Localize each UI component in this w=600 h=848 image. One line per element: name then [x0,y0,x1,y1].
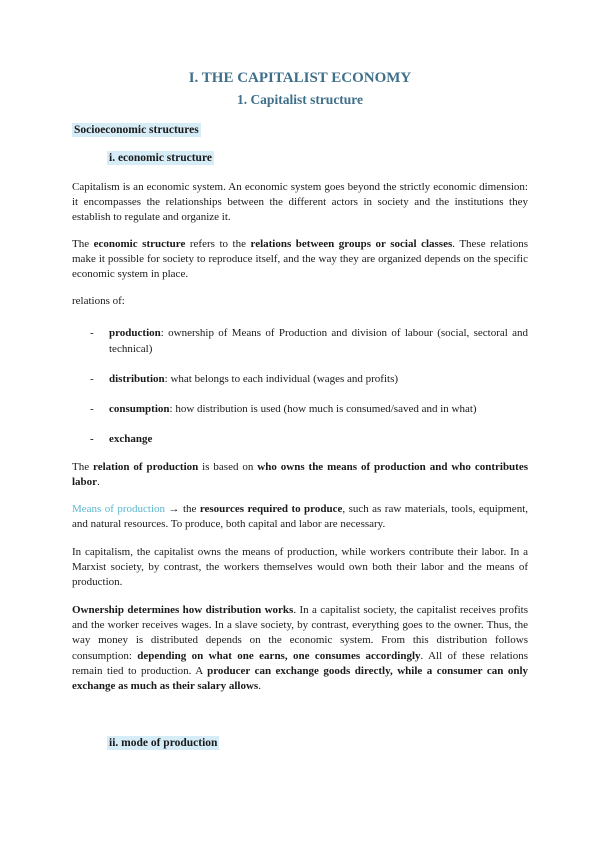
paragraph-4: Means of production → the resources required to produce, such as raw materials, tools, equipment, and natural resources. To produce, both capital and labor are necessary. [72,503,528,531]
document-page: I. THE CAPITALIST ECONOMY 1. Capitalist structure Socioeconomic structures i. economic structure Capitalism is an economic system. An economic system goes beyond the strictly economic dimension: it encompasses the relationships between the different actors in society and the institutions they establish to regulate and organize it. The economic structure refers to the relations between groups or social classes. These relations make it possible for society to reproduce itself, and the way they are organized depends on the specific economic system in place. relations of: - production: ownership of Means of Production and division of labour (social, sectoral and technical) - distribution: what belongs to each individual (wages and profits) - consumption: how distribution is used (how much is consumed/saved and in what) - exchange The relation of production is based on who owns the means of production and who contributes labor. Means of production → the resources required to produce, such as raw materials, tools, equipment, and natural resources. To produce, both capital and labor are necessary. In capitalism, the capitalist owns the means of production, while workers contribute their labor. In a Marxist society, by contrast, the workers themselves would own both their labor and the means of production. Ownership determines how distribution works. In a capitalist society, the capitalist receives profits and the worker receives wages. In a slave society, by contrast, everything goes to the owner. Thus, the way money is distributed depends on the economic system. From this distribution follows consumption: depending on what one earns, one consumes accordingly. All of these relations remain tied to production. A producer can exchange goods directly, while a consumer can only exchange as much as their salary allows. ii. mode of production [0,0,600,848]
subheading-economic-structure [107,152,214,164]
paragraph-6: Ownership determines how distribution works. In a capitalist society, the capitalist receives profits and the worker receives wages. In a slave society, by contrast, everything goes to the owner. Thus, the way money is distributed depends on the economic system. From this distribution follows consumption: depending on what one earns, one consumes accordingly. All of these relations remain tied to production. A producer can exchange goods directly, while a consumer can only exchange as much as their salary allows. [72,604,529,693]
subheading-2-text: ii. mode of production [109,737,218,749]
arrow-icon: → [168,503,180,515]
subheading-mode-of-production [107,737,219,749]
document-subtitle: 1. Capitalist structure [236,92,364,107]
document-title: I. THE CAPITALIST ECONOMY [188,70,412,86]
paragraph-3: The relation of production is based on who owns the means of production and who contributes labor. [72,461,529,489]
subheading-1-text: i. economic structure [109,152,212,164]
section-heading-text: Socioeconomic structures [74,124,199,136]
paragraph-2: The economic structure refers to the relations between groups or social classes. These relations make it possible for society to reproduce itself, and the way they are organized depends on the specific economic system in place. [72,238,528,281]
paragraph-5: In capitalism, the capitalist owns the means of production, while workers contribute their labor. In a Marxist society, by contrast, the workers themselves would own both their labor and the means of production. [72,546,528,589]
means-of-production-term: Means of production [72,503,166,515]
section-heading [72,124,201,136]
paragraph-1: Capitalism is an economic system. An economic system goes beyond the strictly economic dimension: it encompasses the relationships between the different actors in society and the institutions they establish to regulate and organize it. [72,181,528,224]
relations-intro: relations of: [72,295,125,307]
